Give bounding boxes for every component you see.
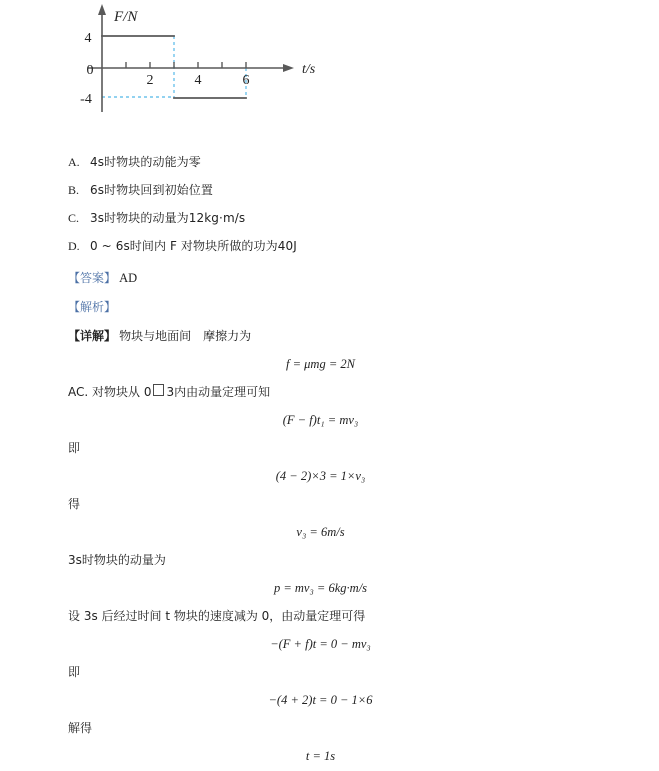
option-d-text: 0 ~ 6s时间内 F 对物块所做的功为40J bbox=[90, 239, 297, 253]
x-tick-label-6: 6 bbox=[242, 73, 250, 88]
answer-marker: 【答案】 bbox=[68, 271, 117, 285]
option-a bbox=[0, 148, 659, 176]
x-tick-label-2: 2 bbox=[146, 73, 154, 88]
equation-v3: v₃ = 6m/s bbox=[296, 525, 345, 539]
analysis-marker: 【解析】 bbox=[68, 300, 117, 314]
equation-momentum: p = mv₃ = 6kg·m/s bbox=[273, 581, 368, 595]
option-d-tag: D. bbox=[68, 239, 80, 253]
y-tick-label-4: 4 bbox=[84, 31, 92, 46]
equation-t: t = 1s bbox=[305, 749, 336, 763]
option-c-tag: C. bbox=[68, 211, 80, 225]
detail-marker: 【详解】 bbox=[68, 329, 117, 343]
option-c-text: 3s时物块的动量为12kg·m/s bbox=[90, 211, 246, 225]
y-axis-label: F/N bbox=[114, 9, 138, 25]
y-tick-label-neg4: -4 bbox=[80, 92, 92, 107]
option-b-tag: B. bbox=[68, 183, 80, 197]
x-tick-label-4: 4 bbox=[194, 73, 202, 88]
y-axis-arrow bbox=[98, 4, 106, 15]
option-a-tag: A. bbox=[68, 155, 80, 169]
x-axis-label: t/s bbox=[302, 62, 316, 77]
line-decel: 设 3s 后经过时间 t 物块的速度减为 0，由动量定理可得 bbox=[68, 609, 366, 623]
option-c bbox=[0, 204, 659, 232]
line-momentum: 3s时物块的动量为 bbox=[68, 553, 166, 567]
equation-impulse-numeric: (4 − 2)×3 = 1×v₃ bbox=[275, 469, 366, 483]
option-b bbox=[0, 176, 659, 204]
x-ticks bbox=[126, 62, 246, 68]
option-b-text: 6s时物块回到初始位置 bbox=[90, 183, 213, 197]
answer-value: AD bbox=[119, 271, 138, 285]
missing-glyph-box bbox=[153, 384, 164, 396]
force-time-graph-figure bbox=[78, 2, 348, 120]
line-ac-prefix: AC. 对物块从 0 bbox=[68, 385, 152, 399]
document-body bbox=[0, 148, 659, 771]
option-d bbox=[0, 232, 659, 260]
force-time-graph-svg bbox=[78, 2, 348, 120]
label-jiede: 解得 bbox=[68, 721, 93, 735]
x-axis-arrow bbox=[283, 64, 294, 72]
equation-impulse: (F − f)t₁ = mv₃ bbox=[282, 413, 359, 427]
option-a-text: 4s时物块的动能为零 bbox=[90, 155, 201, 169]
detail-text: 物块与地面间 摩擦力为 bbox=[119, 329, 252, 343]
answer-line bbox=[0, 266, 659, 291]
label-ji-2: 即 bbox=[68, 665, 81, 679]
line-ac-suffix: 3内由动量定理可知 bbox=[166, 385, 271, 399]
label-ji-1: 即 bbox=[68, 441, 81, 455]
axes bbox=[88, 12, 286, 112]
equation-friction: f = μmg = 2N bbox=[286, 357, 355, 371]
analysis-line bbox=[0, 295, 659, 320]
detail-line bbox=[0, 324, 659, 349]
label-de: 得 bbox=[68, 497, 81, 511]
equation-decel: −(F + f)t = 0 − mv₃ bbox=[270, 637, 371, 651]
equation-decel-numeric: −(4 + 2)t = 0 − 1×6 bbox=[268, 693, 373, 707]
origin-label: 0 bbox=[86, 63, 94, 78]
line-ac bbox=[0, 379, 659, 405]
